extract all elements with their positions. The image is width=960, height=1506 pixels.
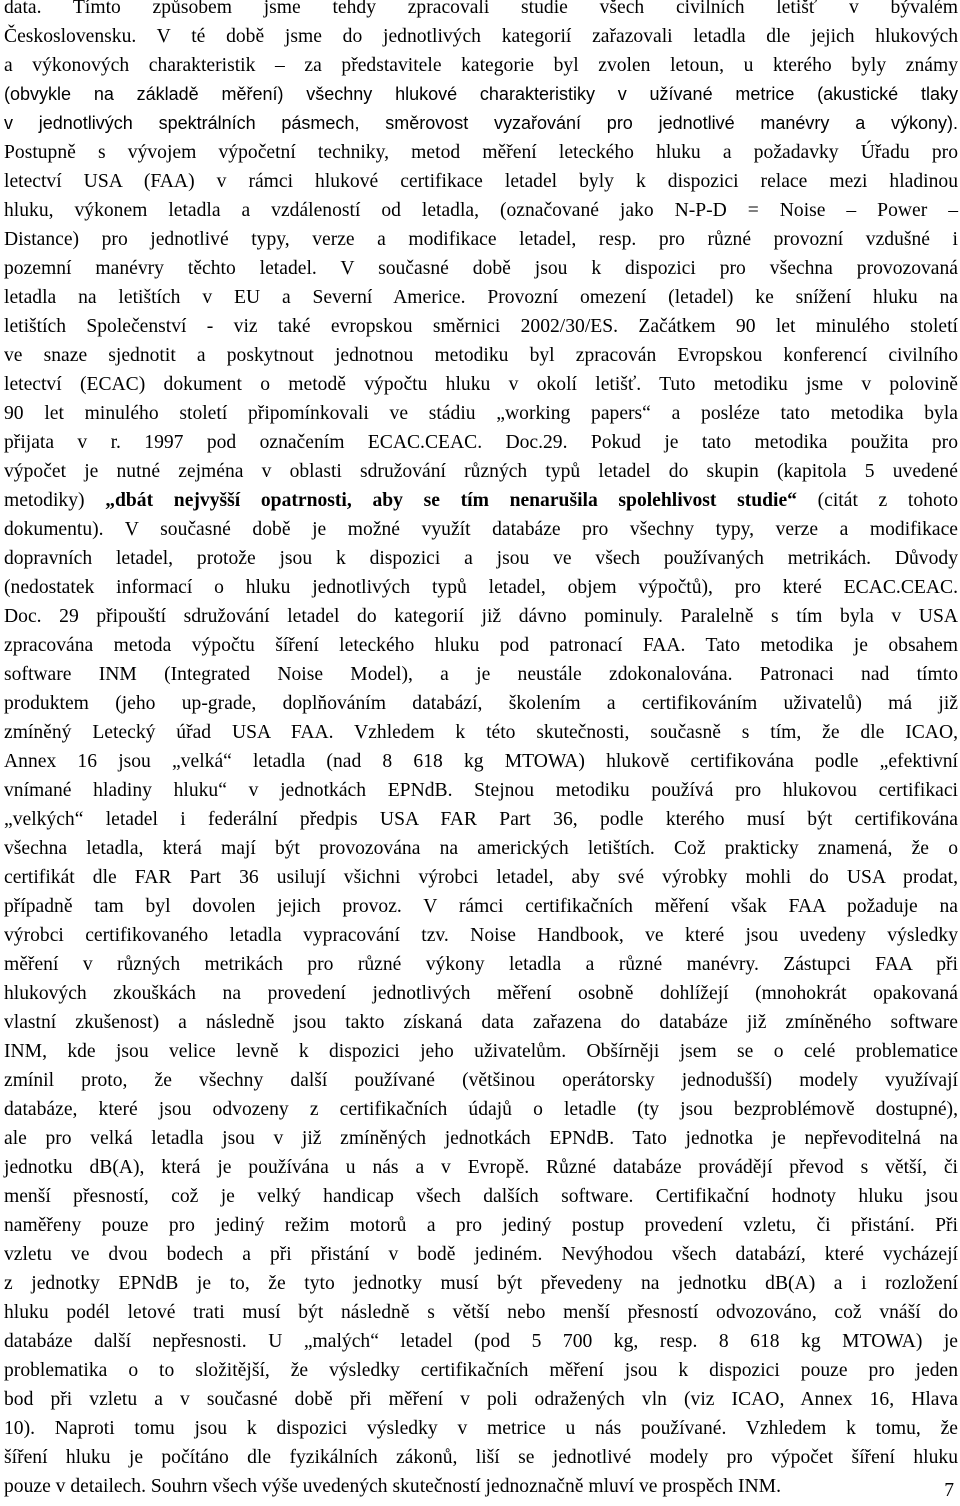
text-line: produktem (jeho up-grade, doplňováním databází, školením a certifikováním uživatelů) má již	[4, 693, 958, 714]
text-line: (obvykle na základě měření) všechny hlukové charakteristiky v užívané metrice (akustické tlaky	[4, 84, 958, 104]
text-line: v jednotlivých spektrálních pásmech, směrovost vyzařování pro jednotlivé manévry a výkony).	[4, 113, 958, 133]
text-line: a výkonových charakteristik – za představitele kategorie byl zvolen letoun, u kterého byly známy	[4, 55, 958, 76]
text-line: jednotku dB(A), která je používána u nás a v Evropě. Různé databáze provádějí převod s větší, či	[4, 1157, 958, 1178]
text-line: hluku podél letové trati musí být následně s větší nebo menší přesností odvozováno, což vnáší do	[4, 1302, 958, 1323]
text-line: zpracována metoda výpočtu šíření leteckého hluku pod patronací FAA. Tato metodika je obsahem	[4, 635, 958, 656]
text-line: zmíněný Letecký úřad USA FAA. Vzhledem k této skutečnosti, současně s tím, že dle ICAO,	[4, 722, 958, 743]
text-line: hluku, výkonem letadla a vzdáleností od letadla, (označované jako N-P-D = Noise – Power –	[4, 200, 958, 221]
text-line: všechna letadla, která mají být provozována na amerických letištích. Což prakticky znamená, že o	[4, 838, 958, 859]
text-line: letectví (ECAC) dokument o metodě výpočtu hluku v okolí letišť. Tuto metodiku jsme v polovině	[4, 374, 958, 395]
text-line: letištích Společenství - viz také evropskou směrnici 2002/30/ES. Začátkem 90 let minulého století	[4, 316, 958, 337]
text-line: výrobci certifikovaného letadla vypracování tzv. Noise Handbook, ve které jsou uvedeny výsledky	[4, 925, 958, 946]
text-line: certifikát dle FAR Part 36 usilují všichni výrobci letadel, aby své výrobky mohli do USA prodat,	[4, 867, 958, 888]
text-line: z jednotky EPNdB je to, že tyto jednotky musí být převedeny na jednotku dB(A) a i rozložení	[4, 1273, 958, 1294]
text-line: databáze další nepřesnosti. U „malých“ letadel (pod 5 700 kg, resp. 8 618 kg MTOWA) je	[4, 1331, 958, 1352]
text-line: přijata v r. 1997 pod označením ECAC.CEAC. Doc.29. Pokud je tato metodika použita pro	[4, 432, 958, 453]
text-line: problematika o to složitější, že výsledky certifikačních měření jsou k dispozici pouze pro jeden	[4, 1360, 958, 1381]
text-line: bod při vzletu a v současné době při měření v poli odražených vln (viz ICAO, Annex 16, Hlava	[4, 1389, 958, 1410]
text-line: naměřeny pouze pro jediný režim motorů a pro jediný postup provedení vzletu, či přistání. Při	[4, 1215, 958, 1236]
quoted-emphasis: „dbát nejvyšší opatrnosti, aby se tím nenarušila spolehlivost studie“	[105, 490, 797, 511]
text-line: vlastní zkušenost) a následně jsou takto získaná data zařazena do databáze již zmíněného software	[4, 1012, 958, 1033]
text-line: ale pro velká letadla jsou v již zmíněných jednotkách EPNdB. Tato jednotka je nepřevoditelná na	[4, 1128, 958, 1149]
text-line: měření v různých metrikách pro různé výkony letadla a různé manévry. Zástupci FAA při	[4, 954, 958, 975]
body-text	[4, 0, 958, 1501]
text-line: menší přesností, což je velký handicap všech dalších software. Certifikační hodnoty hluku jsou	[4, 1186, 958, 1207]
text-line: data. Tímto způsobem jsme tehdy zpracovali studie všech civilních letišť v bývalém	[4, 0, 958, 18]
text-line: INM, kde jsou velice levně k dispozici jeho uživatelům. Obšírněji jsem se o celé problematice	[4, 1041, 958, 1062]
text-line: dokumentu). V současné době je možné využít databáze pro všechny typy, verze a modifikace	[4, 519, 958, 540]
text-line: Československu. V té době jsme do jednotlivých kategorií zařazovali letadla dle jejich hlukových	[4, 26, 958, 47]
text-line: pouze v detailech. Souhrn všech výše uvedených skutečností jednoznačně mluví ve prospěch INM.	[4, 1476, 781, 1497]
text-line: pozemní manévry těchto letadel. V současné době jsou k dispozici pro všechna provozovaná	[4, 258, 958, 279]
text-line: letectví USA (FAA) v rámci hlukové certifikace letadel byly k dispozici relace mezi hladinou	[4, 171, 958, 192]
text-line: databáze, které jsou odvozeny z certifikačních údajů o letadle (ty jsou bezproblémově dostupné),	[4, 1099, 958, 1120]
text-line: letadla na letištích v EU a Severní Americe. Provozní omezení (letadel) ke snížení hluku na	[4, 287, 958, 308]
text-line: dopravních letadel, protože jsou k dispozici a jsou ve všech používaných metrikách. Důvody	[4, 548, 958, 569]
page-number: 7	[944, 1480, 954, 1501]
text-line: metodiky) „dbát nejvyšší opatrnosti, aby se tím nenarušila spolehlivost studie“ (citát z tohoto	[4, 490, 959, 511]
text-line: 90 let minulého století připomínkovali ve stádiu „working papers“ a posléze tato metodika byla	[4, 403, 958, 424]
text-line: Distance) pro jednotlivé typy, verze a modifikace letadel, resp. pro různé provozní vzdušné i	[4, 229, 958, 250]
text-line: (nedostatek informací o hluku jednotlivých typů letadel, objem výpočtů), pro které ECAC.CEAC.	[4, 577, 958, 598]
text-line: software INM (Integrated Noise Model), a je neustále zdokonalována. Patronaci nad tímto	[4, 664, 958, 685]
text-line: výpočet je nutné zejména v oblasti sdružování různých typů letadel do skupin (kapitola 5 uvedené	[4, 461, 958, 482]
text-line: šíření hluku je počítáno dle fyzikálních zákonů, liší se jednotlivé modely pro výpočet šíření hluku	[4, 1447, 958, 1468]
text-line: 10). Naproti tomu jsou k dispozici výsledky v metrice u nás používané. Vzhledem k tomu, že	[4, 1418, 958, 1439]
text-line: „velkých“ letadel i federální předpis USA FAR Part 36, podle kterého musí být certifikována	[4, 809, 958, 830]
text-line: hlukových zkouškách na provedení jednotlivých měření osobně dohlížejí (mnohokrát opakovaná	[4, 983, 958, 1004]
text-line: Annex 16 jsou „velká“ letadla (nad 8 618 kg MTOWA) hlukově certifikována podle „efektivní	[4, 751, 958, 772]
text-line: zmínil proto, že všechny další používané (většinou operátorsky jednodušší) modely využívají	[4, 1070, 958, 1091]
text-line: případně tam byl dovolen jejich provoz. V rámci certifikačních měření však FAA požaduje na	[4, 896, 958, 917]
text-line: vzletu ve dvou bodech a při přistání v bodě jediném. Nevýhodou všech databází, které vycházejí	[4, 1244, 958, 1265]
text-line: Postupně s vývojem výpočetní techniky, metod měření leteckého hluku a požadavky Úřadu pro	[4, 142, 958, 163]
text-line: ve snaze sjednotit a poskytnout jednotnou metodiku byl zpracován Evropskou konferencí civilního	[4, 345, 958, 366]
text-line: vnímané hladiny hluku“ v jednotkách EPNdB. Stejnou metodiku používá pro hlukovou certifikaci	[4, 780, 958, 801]
text-line: Doc. 29 připouští sdružování letadel do kategorií již dávno pominuly. Paralelně s tím byla v USA	[4, 606, 958, 627]
